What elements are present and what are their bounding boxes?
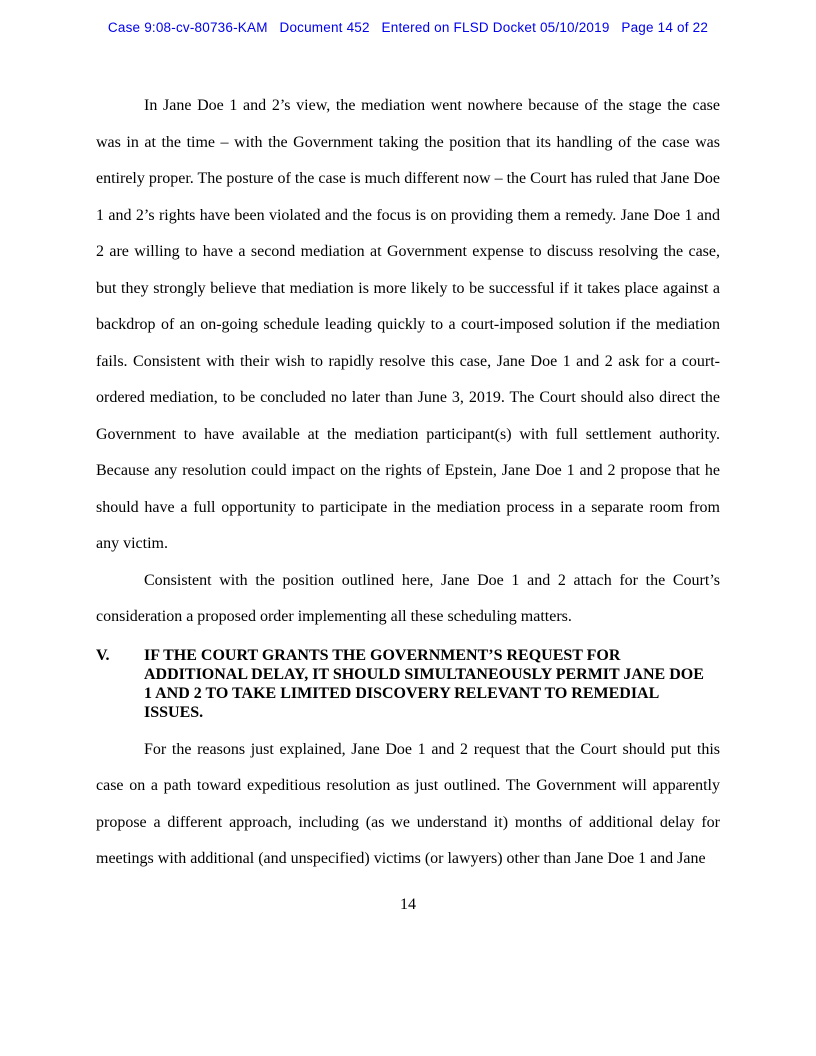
section-heading-line: IF THE COURT GRANTS THE GOVERNMENT’S REQUEST FOR (144, 646, 621, 664)
page-number: 14 (400, 896, 416, 913)
case-docket-header: Case 9:08-cv-80736-KAM Document 452 Entered on FLSD Docket 05/10/2019 Page 14 of 22 (107, 20, 709, 35)
section-heading-v (96, 646, 720, 722)
paragraph-reasons-explained: For the reasons just explained, Jane Doe 1 and 2 request that the Court should put this case on a path toward expeditious resolution as just outlined. The Government will apparently propose a different approach, including (as we understand it) months of additional delay for meetings with additional (and unspecified) victims (or lawyers) other than Jane Doe 1 and Jane (96, 740, 720, 867)
paragraph-mediation-view: In Jane Doe 1 and 2’s view, the mediation went nowhere because of the stage the case was in at the time – with the Government taking the position that its handling of the case was entirely proper. The posture of the case is much different now – the Court has ruled that Jane Doe 1 and 2’s rights have been violated and the focus is on providing them a remedy. Jane Doe 1 and 2 are willing to have a second mediation at Government expense to discuss resolving the case, but they strongly believe that mediation is more likely to be successful if it takes place against a backdrop of an on-going schedule leading quickly to a court-imposed solution if the mediation fails. Consistent with their wish to rapidly resolve this case, Jane Doe 1 and 2 ask for a court-ordered mediation, to be concluded no later than June 3, 2019. The Court should also direct the Government to have available at the mediation participant(s) with full settlement authority. Because any resolution could impact on the rights of Epstein, Jane Doe 1 and 2 propose that he should have a full opportunity to participate in the mediation process in a separate room from any victim. (96, 97, 720, 552)
section-heading-line: 1 AND 2 TO TAKE LIMITED DISCOVERY RELEVANT TO REMEDIAL (144, 684, 660, 702)
section-heading-line: ADDITIONAL DELAY, IT SHOULD SIMULTANEOUSLY PERMIT JANE DOE (144, 665, 704, 683)
section-number: V. (96, 646, 110, 664)
paragraph-proposed-order: Consistent with the position outlined here, Jane Doe 1 and 2 attach for the Court’s consideration a proposed order implementing all these scheduling matters. (96, 571, 720, 625)
document-body (96, 88, 720, 878)
section-heading-line: ISSUES. (144, 703, 204, 721)
